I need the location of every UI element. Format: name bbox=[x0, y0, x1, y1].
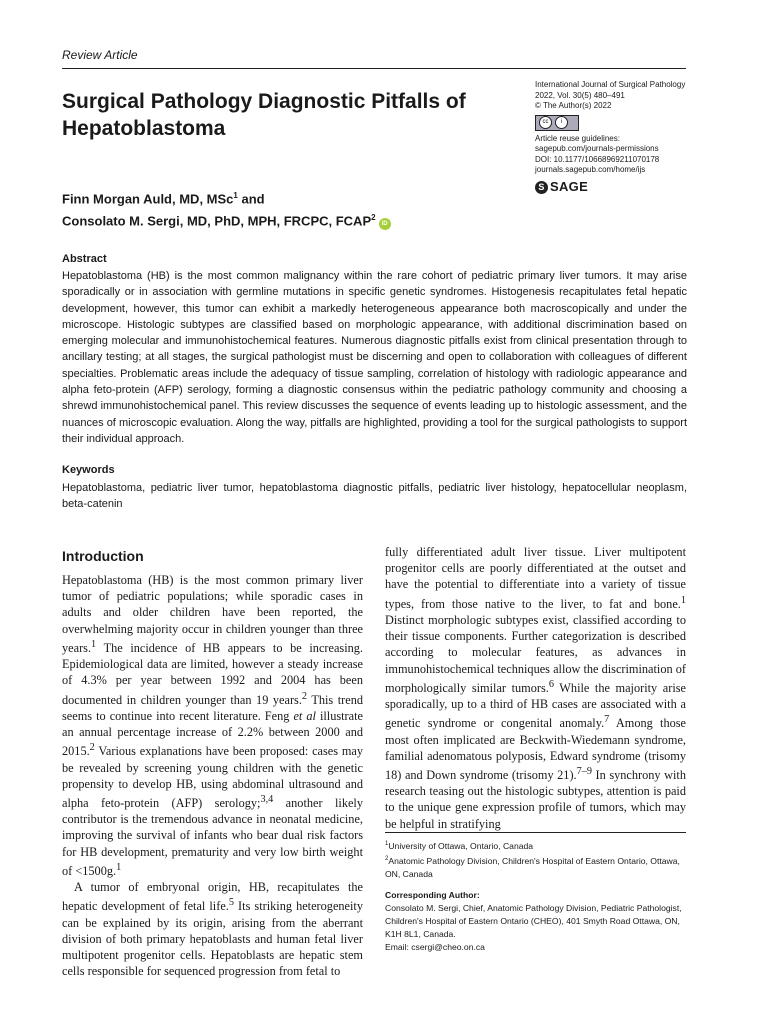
sage-logo-icon: S bbox=[535, 181, 548, 194]
affiliation-2-text: Anatomic Pathology Division, Children's Hospital of Eastern Ontario, Ottawa, ON, Canada bbox=[385, 855, 680, 879]
sage-logo bbox=[535, 178, 715, 194]
author-2-affiliation: 2 bbox=[371, 213, 376, 223]
corresponding-author-text: Consolato M. Sergi, Chief, Anatomic Pathology Division, Pediatric Pathologist, Children's Hospital of Eastern Ontario (CHEO), 401 Smyth Road Ottawa, ON, K1H 8L1, Canada. bbox=[385, 902, 682, 939]
journal-meta bbox=[535, 80, 715, 194]
citation-ref[interactable]: 1 bbox=[680, 594, 686, 606]
intro-p1-text: Hepatoblastoma (HB) is the most common primary liver tumor of pediatric populations; while sporadic cases in adults and older children have been reported, the overwhelming majority occur in children younger than three years. bbox=[62, 573, 363, 655]
citation-ref[interactable]: 1 bbox=[91, 638, 97, 650]
intro-p1-text: another likely contributor is the tremendous advance in neonatal medicine, improving the survival of infants who bear dual risk factors for HB development, prematurity and very low birth weight of <1500g. bbox=[62, 796, 363, 878]
citation-ref[interactable]: 7 bbox=[604, 714, 610, 726]
intro-paragraph-2-continued bbox=[385, 544, 686, 832]
body-column-left bbox=[62, 572, 363, 979]
doi[interactable]: DOI: 10.1177/10668969211070178 bbox=[535, 154, 660, 164]
citation-ref[interactable]: 6 bbox=[548, 678, 554, 690]
citation-ref[interactable]: 2 bbox=[301, 690, 308, 702]
cc-license-badge[interactable] bbox=[535, 115, 579, 131]
affiliation-1-marker: 1 bbox=[385, 841, 389, 847]
intro-p3-text: While the majority arise sporadically, up to a third of HB cases are associated with a genetic syndrome or congenital anomaly. bbox=[385, 680, 686, 731]
abstract-heading: Abstract bbox=[62, 253, 107, 265]
intro-p3-text: In synchrony with research teasing out the histologic subtypes, attention is paid to the unique gene expression profile of tumors, which may be helpful in stratifying bbox=[385, 768, 686, 831]
introduction-heading: Introduction bbox=[62, 548, 144, 564]
affiliation-1 bbox=[385, 838, 695, 853]
corresponding-author-email[interactable]: Email: csergi@cheo.on.ca bbox=[385, 941, 485, 952]
author-conjunction: and bbox=[237, 191, 265, 207]
intro-p1-italic: et al bbox=[293, 708, 316, 723]
keywords-text: Hepatoblastoma, pediatric liver tumor, hepatoblastoma diagnostic pitfalls, pediatric liver histology, hepatocellular neoplasm, beta-catenin bbox=[62, 482, 687, 511]
abstract-text: Hepatoblastoma (HB) is the most common malignancy within the rare cohort of pediatric primary liver tumors. It may arise sporadically or in association with germline mutations in specific genetic syndromes. Histogenesis recapitulates fetal hepatic development, however, this tumor can exhibit a markedly heterogeneous appearance both macroscopically and under the microscope. Histologic subtypes are classified based on morphologic appearance, with additional discrimination based on emerging molecular and immunohistochemical features. Numerous diagnostic pitfalls exist from clinical presentation through to ancillary testing; at all stages, the surgical pathologist must be discerning and open to collaboration with colleagues of different specialties. Problematic areas include the adequacy of tissue sampling, correlation of histology with radiologic appearance and alpha feto-protein (AFP) serology, forming a diagnostic consensus within the pediatric pathology community and choosing a shrewd immunohistochemical panel. This review discusses the sequence of events leading up to histologic assessment, and the nuances of microscopic evaluation. Along the way, pitfalls are highlighted, providing a tool for the surgical pathologists to support their individual approach. bbox=[62, 270, 687, 445]
intro-p2-text: A tumor of embryonal origin, HB, recapitulates the hepatic development of fetal life. bbox=[62, 880, 363, 914]
reuse-guidelines-label: Article reuse guidelines: bbox=[535, 133, 620, 143]
intro-paragraph-1 bbox=[62, 572, 363, 879]
by-icon: i bbox=[555, 116, 568, 129]
affiliation-2 bbox=[385, 853, 695, 881]
citation-ref[interactable]: 2 bbox=[89, 742, 95, 754]
intro-p1-text: Various explanations have been proposed: cases may be revealed by screening young children with the genetic propensity to develop HB, using abdominal ultrasound and alpha feto-protein (AFP) serology; bbox=[62, 744, 363, 811]
intro-p3-text: fully differentiated adult liver tissue. Liver multipotent progenitor cells are poorly differentiated at the outset and have the potential to differentiate into a variety of tissue types, from those native to the liver, to fat and bone. bbox=[385, 545, 686, 611]
journal-volume: 2022, Vol. 30(5) 480–491 bbox=[535, 90, 625, 100]
journal-home-link[interactable]: journals.sagepub.com/home/ijs bbox=[535, 165, 646, 174]
reuse-guidelines-link[interactable]: sagepub.com/journals-permissions bbox=[535, 144, 659, 153]
copyright-notice: © The Author(s) 2022 bbox=[535, 101, 612, 110]
corresponding-author-heading: Corresponding Author: bbox=[385, 889, 480, 900]
sage-logo-text: SAGE bbox=[550, 178, 589, 194]
cc-icon: cc bbox=[539, 116, 552, 129]
citation-ref[interactable]: 3,4 bbox=[260, 793, 274, 805]
author-1: Finn Morgan Auld, MD, MSc bbox=[62, 191, 234, 207]
affiliation-1-text: University of Ottawa, Ontario, Canada bbox=[388, 840, 534, 851]
intro-p1-text: This trend seems to continue into recent literature. Feng bbox=[62, 692, 363, 723]
orcid-icon[interactable]: iD bbox=[379, 218, 391, 230]
keywords-heading: Keywords bbox=[62, 464, 115, 476]
author-1-affiliation: 1 bbox=[233, 191, 238, 200]
author-line-2 bbox=[62, 208, 391, 230]
affiliation-2-marker: 2 bbox=[385, 855, 389, 862]
citation-ref[interactable]: 7–9 bbox=[576, 765, 592, 777]
footnote-rule bbox=[385, 832, 686, 833]
intro-p3-text: Among those most often implicated are Beckwith-Wiedemann syndrome, familial adenomatous polyposis, Edward syndrome (trisomy 18) and Down syndrome (trisomy 21). bbox=[385, 716, 686, 783]
header-rule bbox=[62, 68, 686, 69]
journal-name: International Journal of Surgical Pathology bbox=[535, 80, 686, 89]
citation-ref[interactable]: 1 bbox=[116, 861, 122, 873]
author-2: Consolato M. Sergi, MD, PhD, MPH, FRCPC, FCAP bbox=[62, 213, 372, 229]
author-list bbox=[62, 186, 391, 231]
intro-p3-text: Distinct morphologic subtypes exist, classified according to their tissue components. Further categorization is described according to molecular features, as advances in immunohistochemical techniques allow the discrimination of morphologically similar tumors. bbox=[385, 612, 686, 695]
intro-p1-text: The incidence of HB appears to be increasing. Epidemiological data are limited, however a steady increase of 4.3% per year between 1992 and 2004 has been documented in children younger than 19 years. bbox=[62, 640, 363, 707]
article-title: Surgical Pathology Diagnostic Pitfalls of Hepatoblastoma bbox=[62, 90, 466, 140]
footnotes bbox=[385, 838, 695, 954]
intro-p1-text: illustrate an annual percentage increase of 2.2% between 2000 and 2015. bbox=[62, 708, 363, 759]
intro-paragraph-2 bbox=[62, 879, 363, 979]
citation-ref[interactable]: 5 bbox=[228, 897, 234, 909]
intro-p2-text: Its striking heterogeneity can be explained by its origin, arising from the aberrant division of both primary hepatoblasts and human fetal liver multipotent progenitor cells. Hepatoblasts are hepatic stem cells responsible for sequenced progression from fetal to bbox=[62, 899, 363, 979]
author-line-1 bbox=[62, 186, 391, 208]
body-column-right bbox=[385, 544, 686, 832]
article-type-label: Review Article bbox=[62, 48, 138, 62]
